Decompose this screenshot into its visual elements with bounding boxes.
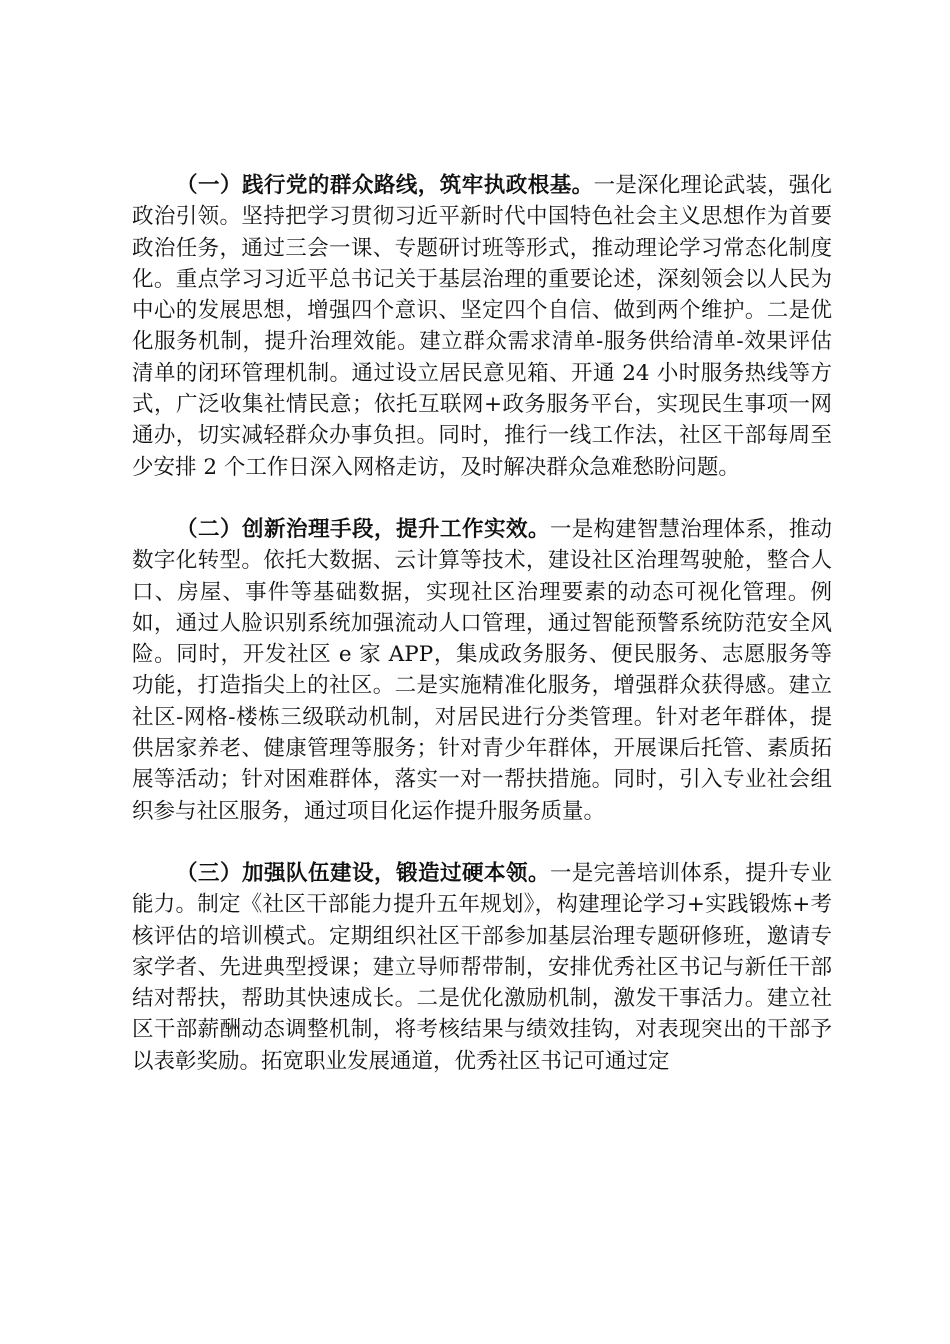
paragraph-2-body: 一是构建智慧治理体系，推动数字化转型。依托大数据、云计算等技术，建设社区治理驾驶舱，整合人口、房屋、事件等基础数据，实现社区治理要素的动态可视化管理。例如，通过人脸识别系统加强流动人口管理，通过智能预警系统防范安全风险。同时，开发社区 e 家 APP，集成政务服务、便民服务、志愿服务等功能，打造指尖上的社区。二是实施精准化服务，增强群众获得感。建立社区-网格-楼栋三级联动机制，对居民进行分类管理。针对老年群体，提供居家养老、健康管理等服务；针对青少年群体，开展课后托管、素质拓展等活动；针对困难群体，落实一对一帮扶措施。同时，引入专业社会组织参与社区服务，通过项目化运作提升服务质量。 [132, 516, 832, 824]
paragraph-2 [132, 514, 832, 827]
paragraph-3-body: 一是完善培训体系，提升专业能力。制定《社区干部能力提升五年规划》，构建理论学习+实践锻炼+考核评估的培训模式。定期组织社区干部参加基层治理专题研修班，邀请专家学者、先进典型授课；建立导师帮带制，安排优秀社区书记与新任干部结对帮扶，帮助其快速成长。二是优化激励机制，激发干事活力。建立社区干部薪酬动态调整机制，将考核结果与绩效挂钩，对表现突出的干部予以表彰奖励。拓宽职业发展通道，优秀社区书记可通过定 [132, 860, 832, 1074]
paragraph-1 [132, 170, 832, 483]
paragraph-3-heading: （三）加强队伍建设，锻造过硬本领。 [176, 860, 551, 886]
paragraph-2-heading: （二）创新治理手段，提升工作实效。 [176, 516, 551, 542]
paragraph-1-heading: （一）践行党的群众路线，筑牢执政根基。 [176, 173, 594, 198]
paragraph-1-body: 一是深化理论武装，强化政治引领。坚持把学习贯彻习近平新时代中国特色社会主义思想作为首要政治任务，通过三会一课、专题研讨班等形式，推动理论学习常态化制度化。重点学习习近平总书记关于基层治理的重要论述，深刻领会以人民为中心的发展思想，增强四个意识、坚定四个自信、做到两个维护。二是优化服务机制，提升治理效能。建立群众需求清单-服务供给清单-效果评估清单的闭环管理机制。通过设立居民意见箱、开通 24 小时服务热线等方式，广泛收集社情民意；依托互联网+政务服务平台，实现民生事项一网通办，切实减轻群众办事负担。同时，推行一线工作法，社区干部每周至少安排 2 个工作日深入网格走访，及时解决群众急难愁盼问题。 [132, 173, 832, 480]
document-page [132, 170, 832, 1108]
paragraph-3 [132, 858, 832, 1077]
